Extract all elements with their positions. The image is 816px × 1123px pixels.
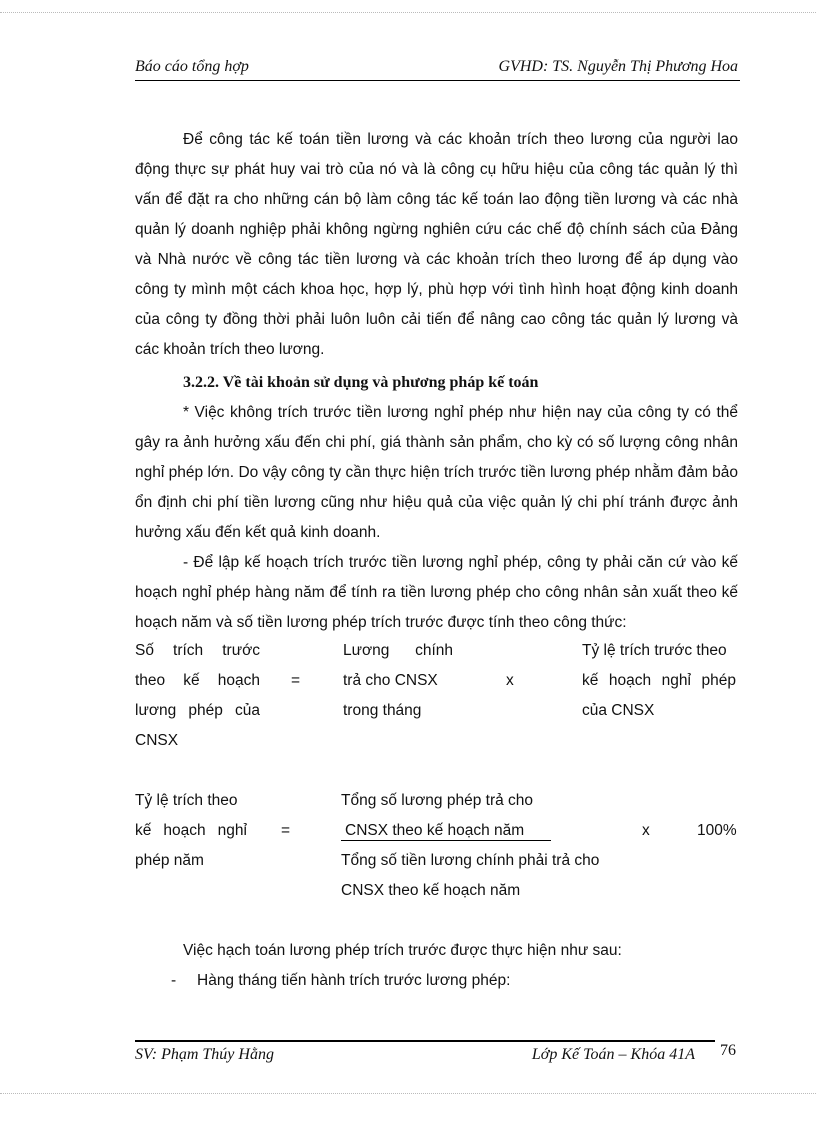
formula1-lhs-line: lương phép của (135, 702, 260, 719)
list-item-monthly-accrual: Hàng tháng tiến hành trích trước lương phép: (197, 972, 511, 989)
formula1-term1-line: Lương chính (343, 642, 453, 659)
section-heading: 3.2.2. Về tài khoản sử dụng và phương pháp kế toán (183, 374, 539, 391)
formula1-lhs-line: theo kế hoạch (135, 672, 260, 689)
formula2-multiply: x (642, 822, 650, 839)
footer-student: SV: Phạm Thúy Hằng (135, 1046, 274, 1063)
formula2-percent: 100% (697, 822, 737, 839)
formula2-numerator-line: CNSX theo kế hoạch năm (341, 816, 551, 841)
footer-rule (135, 1040, 715, 1042)
formula2-lhs-line: kế hoạch nghỉ (135, 822, 247, 839)
formula1-term1-line: trong tháng (343, 702, 422, 719)
page-footer (135, 1046, 695, 1068)
formula1-term2-line: của CNSX (582, 702, 655, 719)
paragraph-posting-intro: Việc hạch toán lương phép trích trước được thực hiện như sau: (183, 942, 622, 959)
header-report-title: Báo cáo tổng hợp (135, 58, 249, 75)
paragraph-accrual: * Việc không trích trước tiền lương nghỉ phép như hiện nay của công ty có thể gây ra ảnh hưởng xấu đến chi phí, giá thành sản phẩm, cho kỳ có số lượng công nhân nghỉ phép lớn. Do vậy công ty cần thực hiện trích trước tiền lương phép nhằm đảm bảo ổn định chi phí tiền lương cũng như hiệu quả của việc quản lý chi phí tránh được ảnh hưởng xấu đến kết quả kinh doanh. (135, 404, 738, 541)
formula1-term2-line: Tỷ lệ trích trước theo (582, 642, 727, 659)
paragraph-plan: - Để lập kế hoạch trích trước tiền lương nghỉ phép, công ty phải căn cứ vào kế hoạch nghỉ phép hàng năm để tính ra tiền lương phép cho công nhân sản xuất theo kế hoạch năm và số tiền lương phép trích trước được tính theo công thức: (135, 554, 738, 631)
page-header (135, 58, 738, 80)
list-dash: - (171, 972, 177, 989)
formula1-multiply: x (506, 672, 514, 689)
formula2-lhs-line: phép năm (135, 852, 204, 869)
page-number: 76 (720, 1042, 736, 1059)
formula1-lhs-line: Số trích trước (135, 642, 260, 659)
formula2-lhs-line: Tỷ lệ trích theo (135, 792, 238, 809)
formula1-term1-line: trả cho CNSX (343, 672, 438, 689)
paragraph-intro: Để công tác kế toán tiền lương và các khoản trích theo lương của người lao động thực sự phát huy vai trò của nó và là công cụ hữu hiệu của công tác quản lý thì vấn để đặt ra cho những cán bộ làm công tác kế toán lao động tiền lương và các nhà quản lý doanh nghiệp phải không ngừng nghiên cứu các chế độ chính sách của Đảng và Nhà nước về công tác tiền lương và các khoản trích theo lương để áp dụng vào công ty mình một cách khoa học, hợp lý, phù hợp với tình hình hoạt động kinh doanh của công ty đồng thời phải luôn luôn cải tiến để nâng cao công tác quản lý lương và các khoản trích theo lương. (135, 131, 738, 358)
formula1-equals: = (291, 672, 301, 689)
formula1-term2-line: kế hoạch nghỉ phép (582, 672, 736, 689)
formula2-denominator-line: CNSX theo kế hoạch năm (341, 882, 521, 899)
page-bottom-edge (0, 1093, 816, 1094)
header-supervisor: GVHD: TS. Nguyễn Thị Phương Hoa (498, 58, 738, 75)
formula2-numerator-line: Tổng số lương phép trả cho (341, 792, 534, 809)
formula1-lhs-line: CNSX (135, 732, 179, 749)
formula2-equals: = (281, 822, 291, 839)
page-top-edge (0, 12, 816, 13)
header-rule (135, 80, 740, 81)
formula2-denominator-line: Tổng số tiền lương chính phải trả cho (341, 852, 600, 869)
footer-class: Lớp Kế Toán – Khóa 41A (531, 1046, 695, 1063)
